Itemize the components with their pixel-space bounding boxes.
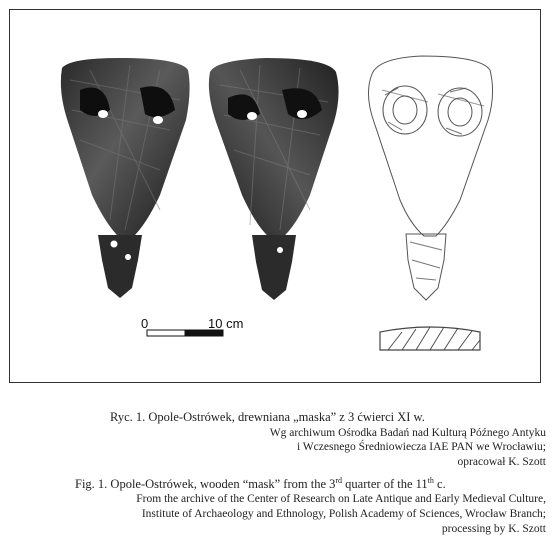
caption-pl-author: opracował K. Szott [457,456,546,468]
caption-en-author: processing by K. Szott [441,523,546,535]
mask-photo-front [61,58,190,298]
mask-cross-section [380,327,480,350]
scale-end-label: 10 cm [208,316,244,331]
caption-en-title: Fig. 1. Opole-Ostrówek, wooden “mask” from the 3rd quarter of the 11th c. [75,475,446,491]
scale-start-label: 0 [141,316,149,331]
caption-en-source-line-1: From the archive of the Center of Research on Late Antique and Early Medieval Culture, [136,493,546,505]
mask-photo-back [209,58,339,300]
caption-en-source-line-2: Institute of Archaeology and Ethnology, Polish Academy of Sciences, Wrocław Branch; [141,508,546,520]
figure-frame [9,9,541,383]
caption-pl-source-line-1: Wg archiwum Ośrodka Badań nad Kulturą Późnego Antyku [269,427,546,439]
mask-illustration [10,10,542,384]
caption-pl-source-line-2: i Wczesnego Średniowiecza IAE PAN we Wrocławiu; [296,441,546,453]
mask-drawing [368,56,492,300]
caption-pl-title: Ryc. 1. Opole-Ostrówek, drewniana „maska” z 3 ćwierci XI w. [110,410,425,424]
